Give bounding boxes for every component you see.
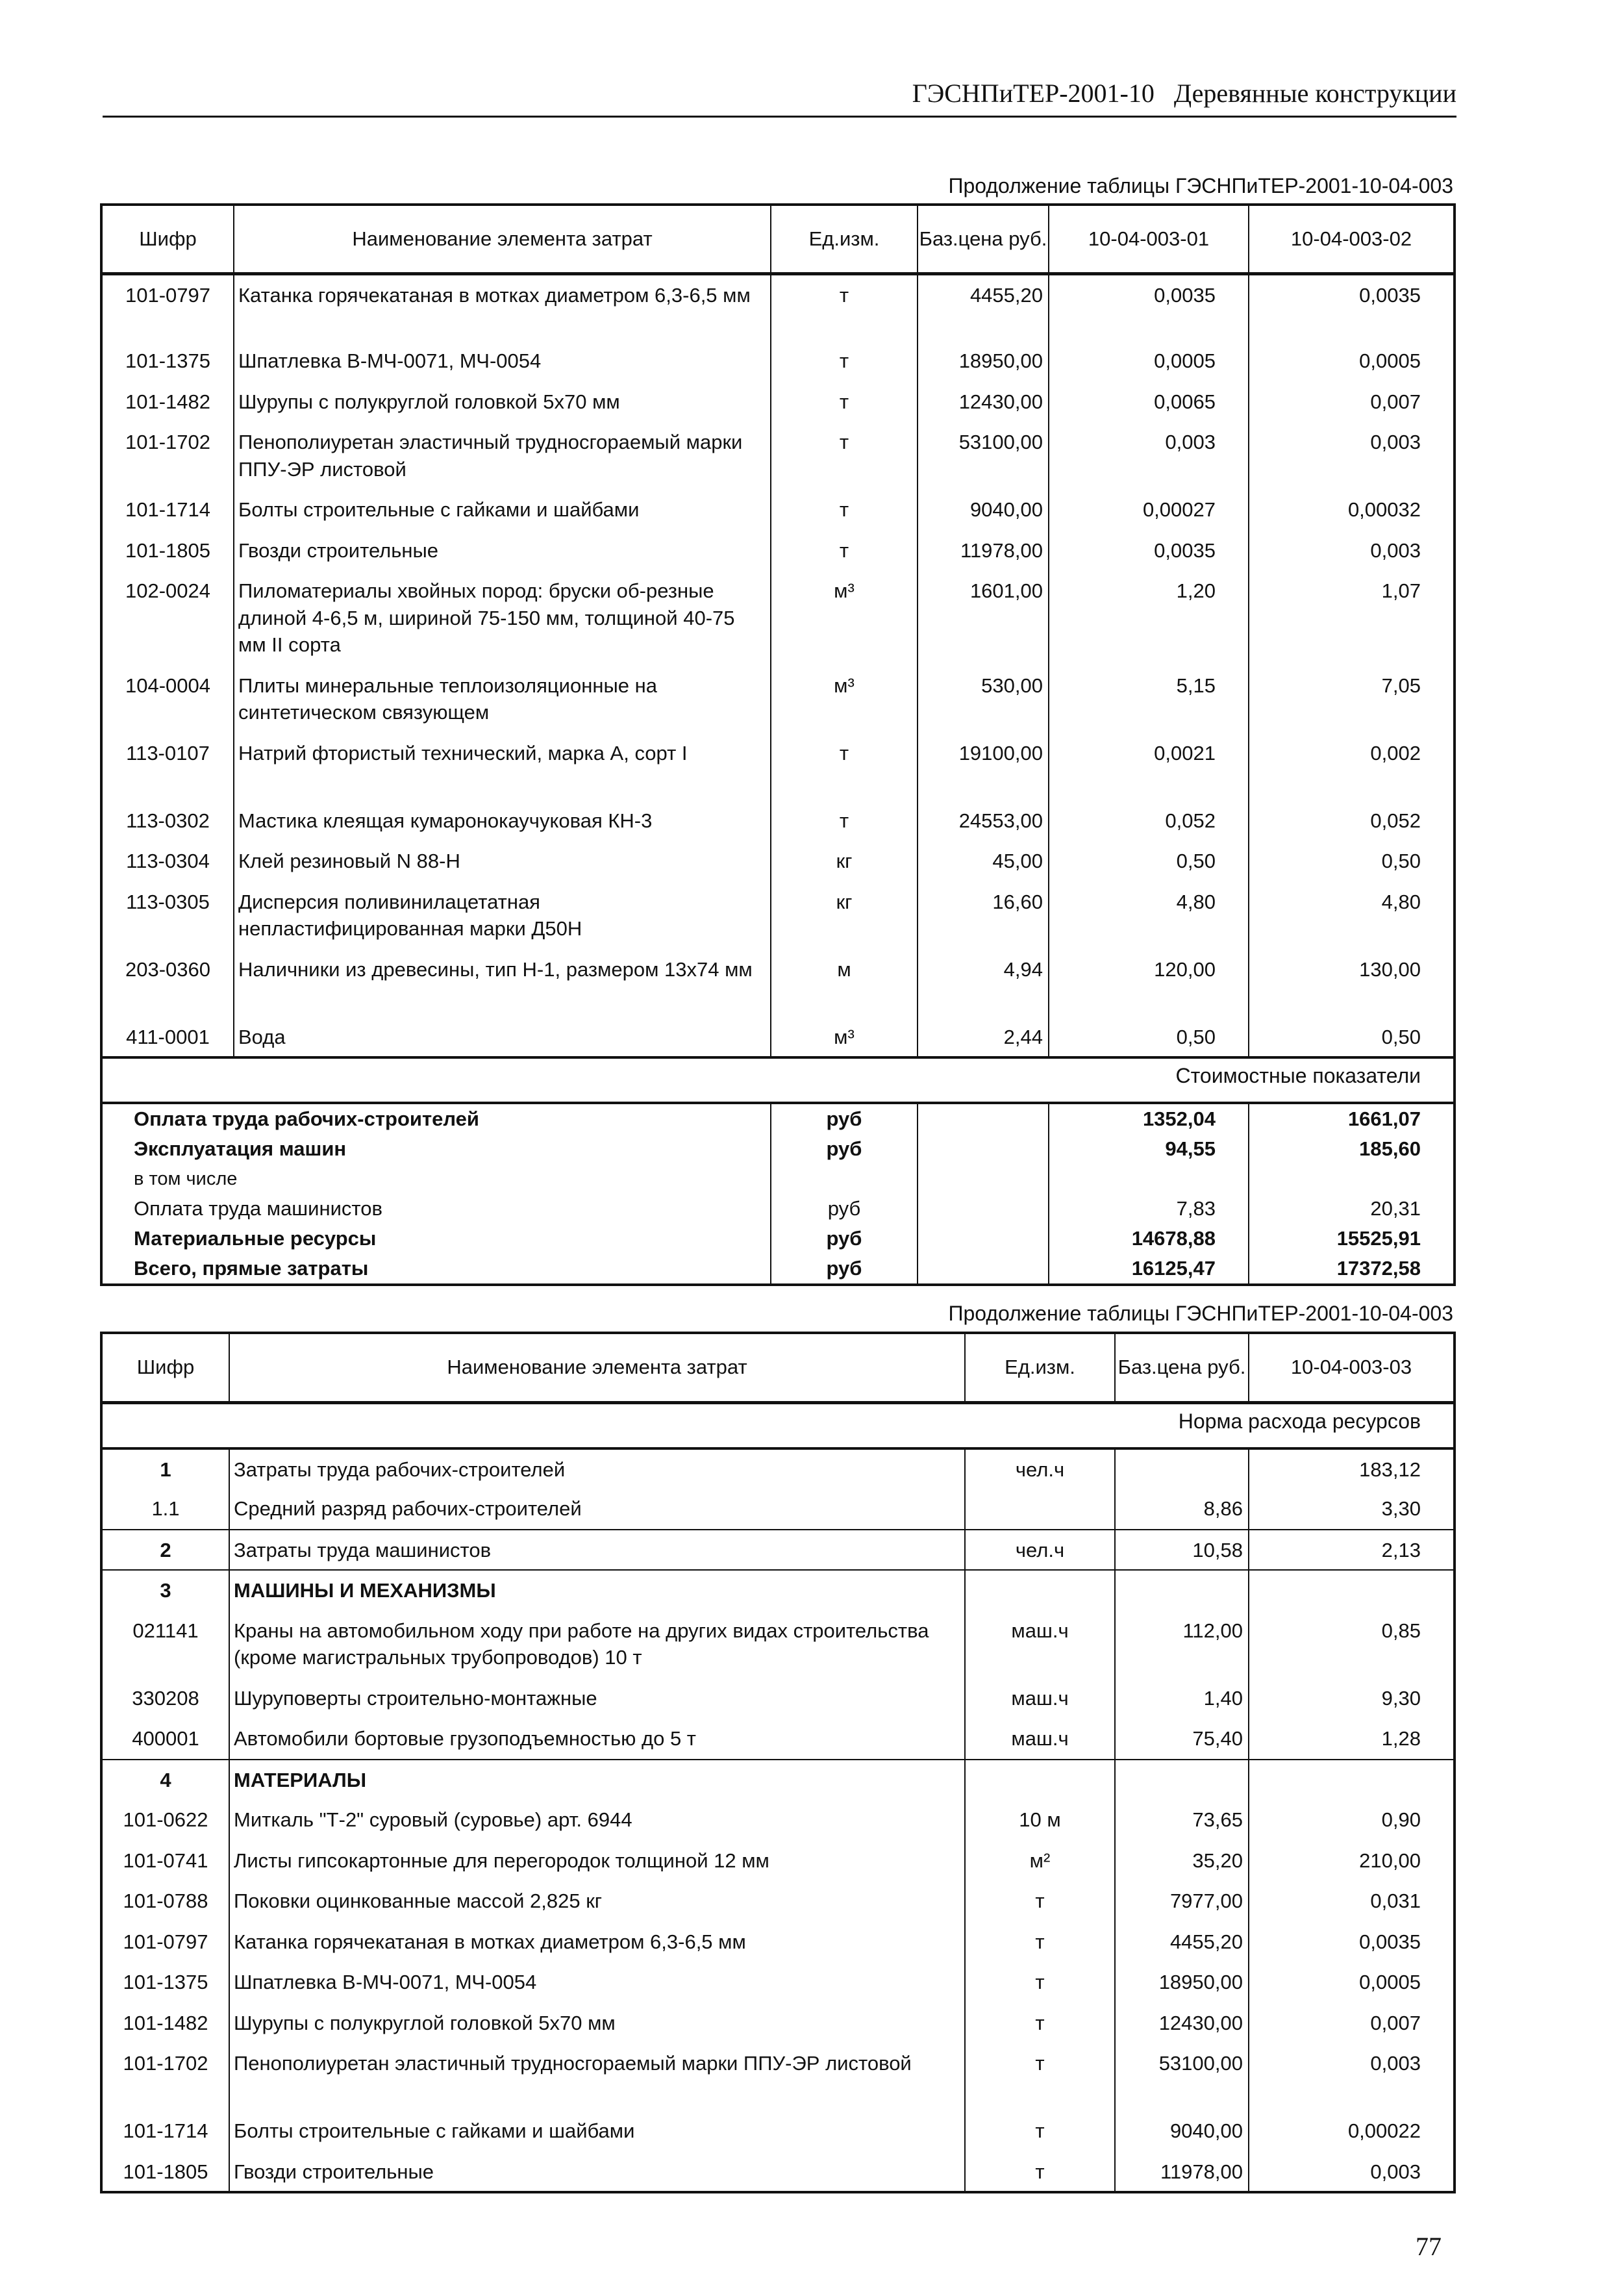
column-header: Ед.изм. <box>771 205 918 273</box>
norm-value: 0,0035 <box>1049 273 1249 341</box>
unit: т <box>965 2043 1115 2111</box>
unit: м³ <box>771 666 918 733</box>
base-price: 8,86 <box>1115 1489 1249 1530</box>
base-price: 12430,00 <box>918 382 1049 423</box>
resource-code: 203-0360 <box>101 950 234 1017</box>
base-price: 7977,00 <box>1115 1881 1249 1922</box>
unit: м³ <box>771 571 918 666</box>
unit <box>965 1570 1115 1611</box>
norm-value: 1,20 <box>1049 571 1249 666</box>
unit: м <box>771 950 918 1017</box>
empty-price-cell <box>918 1134 1049 1164</box>
norm-value: 2,13 <box>1249 1530 1455 1571</box>
resource-code: 4 <box>101 1760 229 1801</box>
norm-value: 0,003 <box>1049 422 1249 490</box>
norm-value: 5,15 <box>1049 666 1249 733</box>
column-header: Баз.цена руб. <box>918 205 1049 273</box>
section-heading-row <box>101 1570 1455 1611</box>
norm-value: 0,052 <box>1049 801 1249 842</box>
table-row <box>101 2003 1455 2044</box>
base-price: 45,00 <box>918 841 1049 882</box>
unit: маш.ч <box>965 1611 1115 1678</box>
base-price: 73,65 <box>1115 1800 1249 1841</box>
unit: маш.ч <box>965 1719 1115 1760</box>
resource-code: 101-1482 <box>101 382 234 423</box>
base-price: 4,94 <box>918 950 1049 1017</box>
resource-code: 101-0622 <box>101 1800 229 1841</box>
column-header: 10-04-003-03 <box>1249 1333 1455 1402</box>
table-row <box>101 1017 1455 1058</box>
table-row <box>101 1489 1455 1530</box>
norm-value: 0,031 <box>1249 1881 1455 1922</box>
totals-row <box>101 1224 1455 1254</box>
resource-table-1 <box>100 203 1456 1286</box>
column-header: 10-04-003-02 <box>1249 205 1455 273</box>
column-header: Шифр <box>101 205 234 273</box>
base-price: 12430,00 <box>1115 2003 1249 2044</box>
column-header: Ед.изм. <box>965 1333 1115 1402</box>
totals-value: 185,60 <box>1249 1134 1455 1164</box>
base-price: 1601,00 <box>918 571 1049 666</box>
unit: т <box>965 1922 1115 1963</box>
empty-price-cell <box>918 1164 1049 1194</box>
table2-caption: Продолжение таблицы ГЭСНПиТЕР-2001-10-04-003 <box>948 1302 1453 1325</box>
table-row <box>101 2111 1455 2152</box>
table-row <box>101 531 1455 572</box>
table-row <box>101 2152 1455 2193</box>
resource-code: 021141 <box>101 1611 229 1678</box>
base-price: 24553,00 <box>918 801 1049 842</box>
unit: т <box>965 1962 1115 2003</box>
totals-row <box>101 1134 1455 1164</box>
document-code: ГЭСНПиТЕР-2001-10 <box>912 79 1155 108</box>
norm-value: 9,30 <box>1249 1678 1455 1719</box>
base-price: 18950,00 <box>1115 1962 1249 2003</box>
norm-value: 0,50 <box>1049 1017 1249 1058</box>
totals-label: Оплата труда машинистов <box>134 1197 382 1220</box>
resource-code: 3 <box>101 1570 229 1611</box>
norm-value: 0,0035 <box>1049 531 1249 572</box>
resource-code: 101-1702 <box>101 422 234 490</box>
totals-unit: руб <box>771 1254 918 1285</box>
norm-value: 0,003 <box>1249 2043 1455 2111</box>
resource-name: Автомобили бортовые грузоподъемностью до 5 т <box>229 1719 965 1760</box>
table-row <box>101 571 1455 666</box>
resource-code: 101-1805 <box>101 2152 229 2193</box>
base-price: 9040,00 <box>1115 2111 1249 2152</box>
totals-row <box>101 1254 1455 1285</box>
resource-code: 104-0004 <box>101 666 234 733</box>
base-price: 10,58 <box>1115 1530 1249 1571</box>
column-header: Шифр <box>101 1333 229 1402</box>
unit: м² <box>965 1841 1115 1882</box>
table-row <box>101 1800 1455 1841</box>
norm-value: 183,12 <box>1249 1448 1455 1489</box>
norm-value: 0,0005 <box>1249 341 1455 382</box>
unit <box>965 1760 1115 1801</box>
resource-code: 400001 <box>101 1719 229 1760</box>
resource-name: Пенополиуретан эластичный трудносгораемый марки ППУ-ЭР листовой <box>229 2043 965 2111</box>
base-price: 1,40 <box>1115 1678 1249 1719</box>
norm-value: 0,50 <box>1249 841 1455 882</box>
totals-label: в том числе <box>134 1169 238 1189</box>
totals-row <box>101 1194 1455 1224</box>
resource-name: Вода <box>234 1017 771 1058</box>
resource-code: 101-0741 <box>101 1841 229 1882</box>
resource-code: 101-1375 <box>101 1962 229 2003</box>
table-row <box>101 422 1455 490</box>
unit: т <box>965 2003 1115 2044</box>
document-section-title: Деревянные конструкции <box>1173 79 1456 108</box>
base-price: 35,20 <box>1115 1841 1249 1882</box>
unit: 10 м <box>965 1800 1115 1841</box>
base-price <box>1115 1448 1249 1489</box>
table-row <box>101 1962 1455 2003</box>
resource-name: Пиломатериалы хвойных пород: бруски об-резные длиной 4-6,5 м, шириной 75-150 мм, толщиной 40-75 мм II сорта <box>234 571 771 666</box>
resource-code: 101-1482 <box>101 2003 229 2044</box>
base-price: 9040,00 <box>918 490 1049 531</box>
resource-name: Болты строительные с гайками и шайбами <box>234 490 771 531</box>
section-row <box>101 1402 1455 1448</box>
resource-code: 101-1714 <box>101 2111 229 2152</box>
page-header <box>103 78 1456 118</box>
totals-value: 20,31 <box>1249 1194 1455 1224</box>
table-row <box>101 273 1455 341</box>
unit: т <box>771 733 918 801</box>
resource-name: Средний разряд рабочих-строителей <box>229 1489 965 1530</box>
resource-name: Затраты труда машинистов <box>229 1530 965 1571</box>
norm-value: 0,50 <box>1249 1017 1455 1058</box>
norm-value: 0,00032 <box>1249 490 1455 531</box>
resource-name: Клей резиновый N 88-Н <box>234 841 771 882</box>
resource-name: МАШИНЫ И МЕХАНИЗМЫ <box>229 1570 965 1611</box>
resource-name: Гвозди строительные <box>229 2152 965 2193</box>
norm-value <box>1249 1570 1455 1611</box>
norm-value: 0,007 <box>1249 2003 1455 2044</box>
totals-label: Материальные ресурсы <box>134 1227 377 1250</box>
norm-value: 120,00 <box>1049 950 1249 1017</box>
resource-name: Мастика клеящая кумаронокаучуковая КН-3 <box>234 801 771 842</box>
norm-value: 7,05 <box>1249 666 1455 733</box>
resource-name: Поковки оцинкованные массой 2,825 кг <box>229 1881 965 1922</box>
resource-code: 330208 <box>101 1678 229 1719</box>
unit: маш.ч <box>965 1678 1115 1719</box>
totals-value: 15525,91 <box>1249 1224 1455 1254</box>
resource-name: Пенополиуретан эластичный трудносгораемый марки ППУ-ЭР листовой <box>234 422 771 490</box>
unit <box>965 1489 1115 1530</box>
resource-name: МАТЕРИАЛЫ <box>229 1760 965 1801</box>
table-row <box>101 1678 1455 1719</box>
totals-label: Эксплуатация машин <box>134 1137 347 1160</box>
resource-code: 2 <box>101 1530 229 1571</box>
resource-name: Миткаль "Т-2" суровый (суровье) арт. 6944 <box>229 1800 965 1841</box>
resource-name: Шпатлевка В-МЧ-0071, МЧ-0054 <box>229 1962 965 2003</box>
resource-code: 101-0797 <box>101 1922 229 1963</box>
column-header: Баз.цена руб. <box>1115 1333 1249 1402</box>
base-price: 4455,20 <box>918 273 1049 341</box>
totals-value: 16125,47 <box>1049 1254 1249 1285</box>
resource-name: Болты строительные с гайками и шайбами <box>229 2111 965 2152</box>
totals-unit: руб <box>771 1224 918 1254</box>
unit: т <box>771 531 918 572</box>
resource-name: Катанка горячекатаная в мотках диаметром 6,3-6,5 мм <box>229 1922 965 1963</box>
resource-code: 1 <box>101 1448 229 1489</box>
unit: т <box>771 382 918 423</box>
totals-row <box>101 1164 1455 1194</box>
totals-value: 94,55 <box>1049 1134 1249 1164</box>
norm-value: 3,30 <box>1249 1489 1455 1530</box>
resource-table-2 <box>100 1332 1456 2193</box>
base-price: 16,60 <box>918 882 1049 950</box>
totals-unit: руб <box>771 1134 918 1164</box>
totals-label: Всего, прямые затраты <box>134 1257 369 1280</box>
norm-value: 1,28 <box>1249 1719 1455 1760</box>
unit: кг <box>771 841 918 882</box>
norm-value: 0,85 <box>1249 1611 1455 1678</box>
base-price: 18950,00 <box>918 341 1049 382</box>
empty-price-cell <box>918 1103 1049 1134</box>
base-price <box>1115 1570 1249 1611</box>
empty-price-cell <box>918 1194 1049 1224</box>
resource-code: 101-1375 <box>101 341 234 382</box>
totals-unit <box>771 1164 918 1194</box>
table-row <box>101 1530 1455 1571</box>
resource-name: Краны на автомобильном ходу при работе на других видах строительства (кроме магистральных трубопроводов) 10 т <box>229 1611 965 1678</box>
base-price: 75,40 <box>1115 1719 1249 1760</box>
resource-name: Шуруповерты строительно-монтажные <box>229 1678 965 1719</box>
table-row <box>101 1881 1455 1922</box>
totals-value: 14678,88 <box>1049 1224 1249 1254</box>
base-price <box>1115 1760 1249 1801</box>
table-row <box>101 666 1455 733</box>
resource-code: 102-0024 <box>101 571 234 666</box>
resource-name: Шурупы с полукруглой головкой 5х70 мм <box>229 2003 965 2044</box>
resource-code: 101-0788 <box>101 1881 229 1922</box>
table-row <box>101 1841 1455 1882</box>
unit: т <box>965 2152 1115 2193</box>
resource-code: 113-0305 <box>101 882 234 950</box>
resource-code: 101-1714 <box>101 490 234 531</box>
norm-value: 0,00022 <box>1249 2111 1455 2152</box>
unit: т <box>771 801 918 842</box>
resource-name: Плиты минеральные теплоизоляционные на синтетическом связующем <box>234 666 771 733</box>
table-row <box>101 2043 1455 2111</box>
norm-value: 0,50 <box>1049 841 1249 882</box>
totals-value <box>1049 1164 1249 1194</box>
table-row <box>101 733 1455 801</box>
table-row <box>101 341 1455 382</box>
unit: чел.ч <box>965 1530 1115 1571</box>
resource-name: Листы гипсокартонные для перегородок толщиной 12 мм <box>229 1841 965 1882</box>
unit: кг <box>771 882 918 950</box>
norm-value: 0,0035 <box>1249 1922 1455 1963</box>
totals-value: 1661,07 <box>1249 1103 1455 1134</box>
unit: м³ <box>771 1017 918 1058</box>
table-row <box>101 1922 1455 1963</box>
unit: т <box>771 422 918 490</box>
unit: т <box>771 273 918 341</box>
norm-value: 1,07 <box>1249 571 1455 666</box>
norm-value: 0,0035 <box>1249 273 1455 341</box>
resource-code: 113-0302 <box>101 801 234 842</box>
empty-price-cell <box>918 1224 1049 1254</box>
resource-code: 1.1 <box>101 1489 229 1530</box>
resource-code: 101-1805 <box>101 531 234 572</box>
norm-value: 0,007 <box>1249 382 1455 423</box>
base-price: 112,00 <box>1115 1611 1249 1678</box>
empty-price-cell <box>918 1254 1049 1285</box>
section-label: Норма расхода ресурсов <box>101 1402 1455 1448</box>
table1-caption: Продолжение таблицы ГЭСНПиТЕР-2001-10-04-003 <box>948 174 1453 197</box>
base-price: 53100,00 <box>918 422 1049 490</box>
resource-name: Шпатлевка В-МЧ-0071, МЧ-0054 <box>234 341 771 382</box>
base-price: 11978,00 <box>1115 2152 1249 2193</box>
table-row <box>101 1448 1455 1489</box>
totals-value: 17372,58 <box>1249 1254 1455 1285</box>
base-price: 53100,00 <box>1115 2043 1249 2111</box>
resource-name: Шурупы с полукруглой головкой 5х70 мм <box>234 382 771 423</box>
resource-name: Гвозди строительные <box>234 531 771 572</box>
unit: т <box>771 490 918 531</box>
base-price: 2,44 <box>918 1017 1049 1058</box>
base-price: 4455,20 <box>1115 1922 1249 1963</box>
totals-row <box>101 1103 1455 1134</box>
resource-code: 411-0001 <box>101 1017 234 1058</box>
norm-value: 0,003 <box>1249 2152 1455 2193</box>
norm-value: 210,00 <box>1249 1841 1455 1882</box>
base-price: 530,00 <box>918 666 1049 733</box>
norm-value: 4,80 <box>1249 882 1455 950</box>
resource-name: Дисперсия поливинилацетатная непластифицированная марки Д50Н <box>234 882 771 950</box>
column-header: 10-04-003-01 <box>1049 205 1249 273</box>
totals-value <box>1249 1164 1455 1194</box>
norm-value: 0,002 <box>1249 733 1455 801</box>
table-row <box>101 1611 1455 1678</box>
base-price: 11978,00 <box>918 531 1049 572</box>
table-row <box>101 950 1455 1017</box>
resource-code: 113-0107 <box>101 733 234 801</box>
resource-code: 101-1702 <box>101 2043 229 2111</box>
table-row <box>101 882 1455 950</box>
unit: т <box>965 1881 1115 1922</box>
norm-value: 130,00 <box>1249 950 1455 1017</box>
norm-value: 0,0021 <box>1049 733 1249 801</box>
norm-value: 0,00027 <box>1049 490 1249 531</box>
unit: т <box>771 341 918 382</box>
resource-name: Натрий фтористый технический, марка А, сорт I <box>234 733 771 801</box>
resource-code: 113-0304 <box>101 841 234 882</box>
unit: т <box>965 2111 1115 2152</box>
totals-unit: руб <box>771 1194 918 1224</box>
norm-value: 0,0005 <box>1249 1962 1455 2003</box>
unit: чел.ч <box>965 1448 1115 1489</box>
table-row <box>101 841 1455 882</box>
column-header: Наименование элемента затрат <box>234 205 771 273</box>
column-header: Наименование элемента затрат <box>229 1333 965 1402</box>
table-row <box>101 382 1455 423</box>
norm-value: 0,052 <box>1249 801 1455 842</box>
table-row <box>101 801 1455 842</box>
totals-value: 1352,04 <box>1049 1103 1249 1134</box>
section-label: Стоимостные показатели <box>101 1057 1455 1103</box>
norm-value: 0,003 <box>1249 422 1455 490</box>
norm-value: 4,80 <box>1049 882 1249 950</box>
section-row <box>101 1057 1455 1103</box>
norm-value: 0,0005 <box>1049 341 1249 382</box>
table-row <box>101 1719 1455 1760</box>
page-number: 77 <box>1416 2232 1442 2261</box>
section-heading-row <box>101 1760 1455 1801</box>
norm-value <box>1249 1760 1455 1801</box>
norm-value: 0,90 <box>1249 1800 1455 1841</box>
resource-name: Наличники из древесины, тип Н-1, размером 13х74 мм <box>234 950 771 1017</box>
resource-name: Затраты труда рабочих-строителей <box>229 1448 965 1489</box>
base-price: 19100,00 <box>918 733 1049 801</box>
resource-code: 101-0797 <box>101 273 234 341</box>
norm-value: 0,003 <box>1249 531 1455 572</box>
norm-value: 0,0065 <box>1049 382 1249 423</box>
totals-value: 7,83 <box>1049 1194 1249 1224</box>
totals-label: Оплата труда рабочих-строителей <box>134 1107 479 1130</box>
totals-unit: руб <box>771 1103 918 1134</box>
resource-name: Катанка горячекатаная в мотках диаметром 6,3-6,5 мм <box>234 273 771 341</box>
table-row <box>101 490 1455 531</box>
